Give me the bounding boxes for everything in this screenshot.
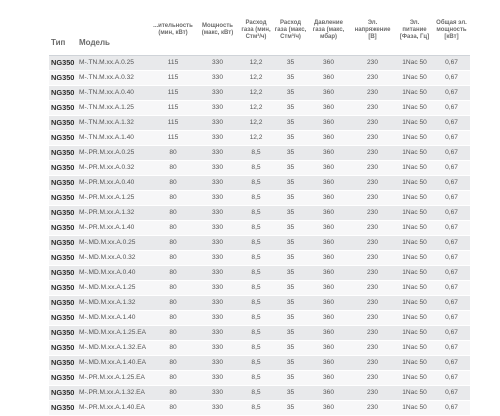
cell-gas-flow-min: 12,2 <box>239 131 273 146</box>
cell-gas-pressure-max: 360 <box>308 176 349 191</box>
cell-power-min: 80 <box>150 221 196 236</box>
table-row <box>49 266 470 281</box>
cell-total-power: 0,67 <box>433 101 470 116</box>
cell-voltage: 230 <box>349 206 396 221</box>
cell-model: M-.PR.M.xx.A.1.40.EA <box>79 401 150 416</box>
table-row <box>49 281 470 296</box>
cell-gas-pressure-max: 360 <box>308 86 349 101</box>
cell-gas-flow-min: 8,5 <box>239 281 273 296</box>
cell-total-power: 0,67 <box>433 146 470 161</box>
cell-gas-pressure-max: 360 <box>308 161 349 176</box>
cell-type: NG350 <box>49 191 79 206</box>
table-row <box>49 206 470 221</box>
cell-gas-pressure-max: 360 <box>308 281 349 296</box>
cell-power-min: 115 <box>150 116 196 131</box>
cell-gas-pressure-max: 360 <box>308 221 349 236</box>
cell-type: NG350 <box>49 221 79 236</box>
cell-total-power: 0,67 <box>433 161 470 176</box>
cell-model: M-.PR.M.xx.A.1.40 <box>79 221 150 236</box>
cell-type: NG350 <box>49 176 79 191</box>
cell-model: M-.MD.M.xx.A.0.40 <box>79 266 150 281</box>
cell-type: NG350 <box>49 356 79 371</box>
cell-voltage: 230 <box>349 116 396 131</box>
cell-model: M-.MD.M.xx.A.0.32 <box>79 251 150 266</box>
header-voltage: Эл. напряжение [В] <box>349 5 396 56</box>
cell-total-power: 0,67 <box>433 341 470 356</box>
cell-voltage: 230 <box>349 86 396 101</box>
cell-gas-pressure-max: 360 <box>308 311 349 326</box>
cell-type: NG350 <box>49 71 79 86</box>
cell-gas-pressure-max: 360 <box>308 341 349 356</box>
cell-voltage: 230 <box>349 311 396 326</box>
cell-type: NG350 <box>49 206 79 221</box>
header-model: Модель <box>79 5 150 56</box>
cell-gas-flow-min: 12,2 <box>239 56 273 71</box>
cell-gas-flow-max: 35 <box>273 311 308 326</box>
table-row <box>49 296 470 311</box>
table-row <box>49 161 470 176</box>
cell-total-power: 0,67 <box>433 326 470 341</box>
cell-total-power: 0,67 <box>433 401 470 416</box>
cell-gas-flow-min: 8,5 <box>239 326 273 341</box>
cell-model: M-.MD.M.xx.A.0.25 <box>79 236 150 251</box>
cell-power-supply: 1Nac 50 <box>396 221 433 236</box>
cell-power-min: 80 <box>150 371 196 386</box>
cell-gas-pressure-max: 360 <box>308 101 349 116</box>
cell-power-max: 330 <box>196 386 239 401</box>
cell-power-min: 80 <box>150 236 196 251</box>
header-type: Тип <box>49 5 79 56</box>
cell-voltage: 230 <box>349 341 396 356</box>
cell-power-min: 115 <box>150 56 196 71</box>
cell-power-max: 330 <box>196 236 239 251</box>
header-gas-pressure-max: Давление газа (макс, мбар) <box>308 5 349 56</box>
table-row <box>49 356 470 371</box>
cell-type: NG350 <box>49 326 79 341</box>
cell-total-power: 0,67 <box>433 386 470 401</box>
cell-total-power: 0,67 <box>433 356 470 371</box>
table-row <box>49 236 470 251</box>
cell-power-max: 330 <box>196 266 239 281</box>
cell-gas-flow-max: 35 <box>273 356 308 371</box>
cell-power-max: 330 <box>196 371 239 386</box>
cell-power-min: 80 <box>150 266 196 281</box>
cell-model: M-.MD.M.xx.A.1.25 <box>79 281 150 296</box>
cell-gas-flow-max: 35 <box>273 326 308 341</box>
cell-total-power: 0,67 <box>433 116 470 131</box>
table-row <box>49 56 470 71</box>
cell-voltage: 230 <box>349 101 396 116</box>
cell-gas-flow-max: 35 <box>273 371 308 386</box>
cell-type: NG350 <box>49 341 79 356</box>
cell-gas-flow-max: 35 <box>273 206 308 221</box>
cell-gas-flow-max: 35 <box>273 131 308 146</box>
cell-total-power: 0,67 <box>433 71 470 86</box>
cell-power-supply: 1Nac 50 <box>396 401 433 416</box>
cell-power-min: 80 <box>150 401 196 416</box>
cell-type: NG350 <box>49 56 79 71</box>
cell-power-min: 80 <box>150 326 196 341</box>
cell-power-max: 330 <box>196 71 239 86</box>
cell-voltage: 230 <box>349 176 396 191</box>
cell-power-supply: 1Nac 50 <box>396 311 433 326</box>
cell-gas-pressure-max: 360 <box>308 56 349 71</box>
cell-total-power: 0,67 <box>433 56 470 71</box>
cell-model: M-.PR.M.xx.A.0.40 <box>79 176 150 191</box>
table-row <box>49 371 470 386</box>
cell-voltage: 230 <box>349 56 396 71</box>
cell-type: NG350 <box>49 236 79 251</box>
cell-gas-flow-max: 35 <box>273 161 308 176</box>
cell-power-supply: 1Nac 50 <box>396 191 433 206</box>
header-power-max: Мощность (макс, кВт) <box>196 5 239 56</box>
table-row <box>49 116 470 131</box>
cell-power-min: 80 <box>150 191 196 206</box>
header-power-min: ...ительность (мин, кВт) <box>150 5 196 56</box>
cell-power-max: 330 <box>196 206 239 221</box>
cell-type: NG350 <box>49 311 79 326</box>
cell-gas-pressure-max: 360 <box>308 71 349 86</box>
table-row <box>49 86 470 101</box>
cell-gas-pressure-max: 360 <box>308 146 349 161</box>
cell-gas-flow-max: 35 <box>273 191 308 206</box>
cell-gas-flow-max: 35 <box>273 281 308 296</box>
cell-type: NG350 <box>49 281 79 296</box>
cell-gas-pressure-max: 360 <box>308 236 349 251</box>
cell-gas-flow-max: 35 <box>273 56 308 71</box>
cell-power-min: 80 <box>150 146 196 161</box>
cell-power-max: 330 <box>196 56 239 71</box>
cell-voltage: 230 <box>349 161 396 176</box>
cell-power-min: 115 <box>150 71 196 86</box>
cell-power-max: 330 <box>196 176 239 191</box>
cell-voltage: 230 <box>349 236 396 251</box>
cell-power-supply: 1Nac 50 <box>396 236 433 251</box>
cell-power-min: 80 <box>150 206 196 221</box>
cell-power-supply: 1Nac 50 <box>396 71 433 86</box>
cell-power-supply: 1Nac 50 <box>396 86 433 101</box>
cell-gas-flow-min: 8,5 <box>239 146 273 161</box>
table-row <box>49 71 470 86</box>
cell-model: M-.TN.M.xx.A.0.32 <box>79 71 150 86</box>
cell-power-supply: 1Nac 50 <box>396 131 433 146</box>
cell-gas-flow-max: 35 <box>273 251 308 266</box>
cell-power-supply: 1Nac 50 <box>396 101 433 116</box>
cell-power-min: 80 <box>150 356 196 371</box>
burner-spec-table <box>49 5 470 416</box>
cell-model: M-.PR.M.xx.A.1.25 <box>79 191 150 206</box>
header-gas-flow-min: Расход газа (мин, Стм³/ч) <box>239 5 273 56</box>
cell-type: NG350 <box>49 401 79 416</box>
cell-gas-flow-min: 8,5 <box>239 206 273 221</box>
cell-voltage: 230 <box>349 251 396 266</box>
cell-power-supply: 1Nac 50 <box>396 266 433 281</box>
cell-total-power: 0,67 <box>433 311 470 326</box>
cell-type: NG350 <box>49 146 79 161</box>
cell-power-supply: 1Nac 50 <box>396 146 433 161</box>
cell-power-min: 80 <box>150 341 196 356</box>
cell-gas-flow-max: 35 <box>273 221 308 236</box>
cell-power-supply: 1Nac 50 <box>396 296 433 311</box>
header-power-supply: Эл. питание [Фаза, Гц] <box>396 5 433 56</box>
cell-voltage: 230 <box>349 296 396 311</box>
cell-model: M-.TN.M.xx.A.1.40 <box>79 131 150 146</box>
cell-power-max: 330 <box>196 131 239 146</box>
cell-total-power: 0,67 <box>433 176 470 191</box>
cell-gas-flow-max: 35 <box>273 86 308 101</box>
cell-power-supply: 1Nac 50 <box>396 341 433 356</box>
cell-power-max: 330 <box>196 116 239 131</box>
table-row <box>49 251 470 266</box>
cell-power-supply: 1Nac 50 <box>396 371 433 386</box>
cell-gas-flow-min: 8,5 <box>239 191 273 206</box>
cell-gas-flow-min: 8,5 <box>239 311 273 326</box>
cell-power-min: 80 <box>150 296 196 311</box>
cell-model: M-.TN.M.xx.A.1.32 <box>79 116 150 131</box>
table-row <box>49 146 470 161</box>
cell-gas-pressure-max: 360 <box>308 401 349 416</box>
cell-type: NG350 <box>49 86 79 101</box>
cell-gas-flow-max: 35 <box>273 176 308 191</box>
cell-power-min: 115 <box>150 101 196 116</box>
cell-total-power: 0,67 <box>433 86 470 101</box>
cell-gas-pressure-max: 360 <box>308 386 349 401</box>
cell-gas-flow-min: 12,2 <box>239 101 273 116</box>
cell-type: NG350 <box>49 371 79 386</box>
cell-power-min: 80 <box>150 161 196 176</box>
cell-power-min: 115 <box>150 86 196 101</box>
cell-type: NG350 <box>49 251 79 266</box>
cell-gas-flow-max: 35 <box>273 101 308 116</box>
cell-gas-flow-min: 8,5 <box>239 221 273 236</box>
cell-total-power: 0,67 <box>433 221 470 236</box>
cell-power-max: 330 <box>196 281 239 296</box>
cell-gas-flow-max: 35 <box>273 146 308 161</box>
cell-gas-pressure-max: 360 <box>308 371 349 386</box>
cell-voltage: 230 <box>349 266 396 281</box>
table-row <box>49 101 470 116</box>
cell-power-supply: 1Nac 50 <box>396 251 433 266</box>
cell-type: NG350 <box>49 161 79 176</box>
cell-power-max: 330 <box>196 296 239 311</box>
cell-voltage: 230 <box>349 386 396 401</box>
cell-gas-flow-max: 35 <box>273 341 308 356</box>
cell-power-supply: 1Nac 50 <box>396 176 433 191</box>
header-gas-flow-max: Расход газа (макс, Стм³/ч) <box>273 5 308 56</box>
table-row <box>49 311 470 326</box>
cell-gas-pressure-max: 360 <box>308 191 349 206</box>
table-row <box>49 326 470 341</box>
cell-power-max: 330 <box>196 356 239 371</box>
cell-model: M-.PR.M.xx.A.0.32 <box>79 161 150 176</box>
cell-gas-flow-min: 8,5 <box>239 371 273 386</box>
cell-power-max: 330 <box>196 191 239 206</box>
cell-total-power: 0,67 <box>433 281 470 296</box>
cell-power-supply: 1Nac 50 <box>396 281 433 296</box>
cell-total-power: 0,67 <box>433 236 470 251</box>
cell-type: NG350 <box>49 266 79 281</box>
cell-gas-flow-max: 35 <box>273 116 308 131</box>
cell-voltage: 230 <box>349 146 396 161</box>
cell-power-supply: 1Nac 50 <box>396 386 433 401</box>
cell-model: M-.PR.M.xx.A.0.25 <box>79 146 150 161</box>
cell-model: M-.PR.M.xx.A.1.32 <box>79 206 150 221</box>
table-row <box>49 401 470 416</box>
cell-power-max: 330 <box>196 221 239 236</box>
cell-power-min: 80 <box>150 281 196 296</box>
cell-power-supply: 1Nac 50 <box>396 161 433 176</box>
cell-model: M-.MD.M.xx.A.1.40.EA <box>79 356 150 371</box>
cell-type: NG350 <box>49 296 79 311</box>
cell-voltage: 230 <box>349 221 396 236</box>
table-header <box>49 5 470 56</box>
cell-power-max: 330 <box>196 311 239 326</box>
cell-model: M-.TN.M.xx.A.1.25 <box>79 101 150 116</box>
cell-power-min: 80 <box>150 386 196 401</box>
cell-gas-flow-max: 35 <box>273 296 308 311</box>
cell-model: M-.TN.M.xx.A.0.40 <box>79 86 150 101</box>
cell-power-max: 330 <box>196 251 239 266</box>
cell-model: M-.MD.M.xx.A.1.32.EA <box>79 341 150 356</box>
cell-gas-pressure-max: 360 <box>308 326 349 341</box>
cell-power-max: 330 <box>196 161 239 176</box>
cell-gas-pressure-max: 360 <box>308 356 349 371</box>
cell-total-power: 0,67 <box>433 131 470 146</box>
table-row <box>49 341 470 356</box>
cell-gas-flow-min: 8,5 <box>239 401 273 416</box>
header-total-power: Общая эл. мощность [кВт] <box>433 5 470 56</box>
cell-type: NG350 <box>49 101 79 116</box>
table-row <box>49 386 470 401</box>
cell-gas-pressure-max: 360 <box>308 131 349 146</box>
cell-gas-flow-min: 8,5 <box>239 161 273 176</box>
cell-power-min: 80 <box>150 311 196 326</box>
cell-model: M-.MD.M.xx.A.1.40 <box>79 311 150 326</box>
cell-gas-flow-max: 35 <box>273 386 308 401</box>
cell-voltage: 230 <box>349 131 396 146</box>
header-row <box>49 5 470 56</box>
cell-power-supply: 1Nac 50 <box>396 326 433 341</box>
cell-gas-pressure-max: 360 <box>308 266 349 281</box>
cell-power-min: 80 <box>150 176 196 191</box>
table-row <box>49 131 470 146</box>
table-row <box>49 176 470 191</box>
cell-gas-flow-min: 8,5 <box>239 356 273 371</box>
cell-total-power: 0,67 <box>433 371 470 386</box>
cell-type: NG350 <box>49 131 79 146</box>
cell-voltage: 230 <box>349 371 396 386</box>
cell-gas-flow-min: 12,2 <box>239 116 273 131</box>
cell-total-power: 0,67 <box>433 266 470 281</box>
cell-power-max: 330 <box>196 146 239 161</box>
cell-model: M-.PR.M.xx.A.1.25.EA <box>79 371 150 386</box>
cell-gas-flow-min: 8,5 <box>239 251 273 266</box>
cell-model: M-.MD.M.xx.A.1.25.EA <box>79 326 150 341</box>
cell-gas-flow-min: 8,5 <box>239 341 273 356</box>
cell-voltage: 230 <box>349 326 396 341</box>
cell-gas-flow-min: 8,5 <box>239 266 273 281</box>
cell-power-supply: 1Nac 50 <box>396 206 433 221</box>
cell-power-min: 80 <box>150 251 196 266</box>
cell-gas-flow-max: 35 <box>273 236 308 251</box>
cell-model: M-.PR.M.xx.A.1.32.EA <box>79 386 150 401</box>
cell-power-max: 330 <box>196 326 239 341</box>
cell-total-power: 0,67 <box>433 251 470 266</box>
cell-gas-flow-min: 8,5 <box>239 176 273 191</box>
cell-gas-flow-min: 12,2 <box>239 86 273 101</box>
cell-gas-flow-min: 8,5 <box>239 236 273 251</box>
table-body <box>49 56 470 416</box>
table-row <box>49 191 470 206</box>
cell-gas-flow-min: 8,5 <box>239 386 273 401</box>
table-row <box>49 221 470 236</box>
cell-power-supply: 1Nac 50 <box>396 356 433 371</box>
cell-power-max: 330 <box>196 341 239 356</box>
cell-power-min: 115 <box>150 131 196 146</box>
cell-gas-flow-min: 12,2 <box>239 71 273 86</box>
cell-power-max: 330 <box>196 86 239 101</box>
cell-total-power: 0,67 <box>433 206 470 221</box>
cell-power-supply: 1Nac 50 <box>396 116 433 131</box>
cell-type: NG350 <box>49 386 79 401</box>
cell-voltage: 230 <box>349 356 396 371</box>
cell-total-power: 0,67 <box>433 191 470 206</box>
cell-gas-pressure-max: 360 <box>308 206 349 221</box>
cell-power-max: 330 <box>196 101 239 116</box>
cell-gas-pressure-max: 360 <box>308 251 349 266</box>
cell-type: NG350 <box>49 116 79 131</box>
cell-power-max: 330 <box>196 401 239 416</box>
cell-model: M-.TN.M.xx.A.0.25 <box>79 56 150 71</box>
cell-gas-flow-max: 35 <box>273 71 308 86</box>
cell-total-power: 0,67 <box>433 296 470 311</box>
cell-voltage: 230 <box>349 71 396 86</box>
cell-gas-pressure-max: 360 <box>308 116 349 131</box>
cell-voltage: 230 <box>349 401 396 416</box>
cell-model: M-.MD.M.xx.A.1.32 <box>79 296 150 311</box>
cell-gas-flow-max: 35 <box>273 266 308 281</box>
cell-gas-flow-max: 35 <box>273 401 308 416</box>
cell-gas-pressure-max: 360 <box>308 296 349 311</box>
cell-voltage: 230 <box>349 281 396 296</box>
cell-gas-flow-min: 8,5 <box>239 296 273 311</box>
cell-voltage: 230 <box>349 191 396 206</box>
cell-power-supply: 1Nac 50 <box>396 56 433 71</box>
